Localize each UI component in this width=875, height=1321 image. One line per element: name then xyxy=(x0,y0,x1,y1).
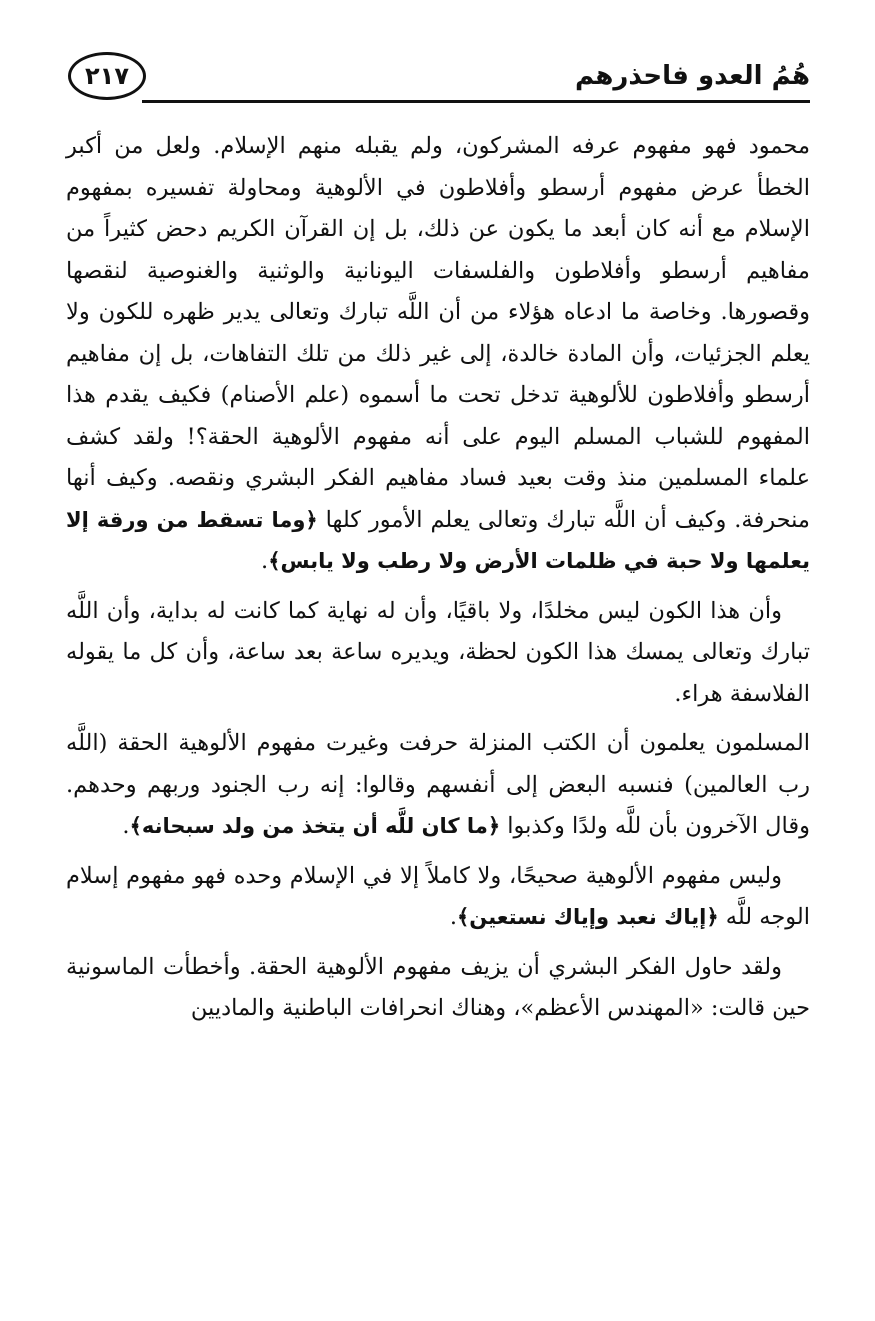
paragraph-text: المسلمون يعلمون أن الكتب المنزلة حرفت وغيرت مفهوم الألوهية الحقة (اللَّه رب العالمين) فنسبه البعض إلى أنفسهم وقالوا: إنه رب الجنود وربهم وحدهم. وقال الآخرون بأن للَّه ولدًا وكذبوا xyxy=(66,730,810,839)
paragraph-text: ولقد حاول الفكر البشري أن يزيف مفهوم الألوهية الحقة. وأخطأت الماسونية حين قالت: «المهندس الأعظم»، وهناك انحرافات الباطنية والماديين xyxy=(66,953,810,1021)
page-header xyxy=(68,52,810,108)
page-number-badge xyxy=(68,52,146,100)
quran-verse: ﴿ما كان للَّه أن يتخذ من ولد سبحانه﴾ xyxy=(129,814,501,838)
paragraph-text: وليس مفهوم الألوهية صحيحًا، ولا كاملاً إلا في الإسلام وحده فهو مفهوم إسلام الوجه للَّه xyxy=(66,862,810,930)
paragraph xyxy=(66,126,810,583)
paragraph xyxy=(66,856,810,939)
page-number: ٢١٧ xyxy=(85,62,129,90)
paragraph-text: . xyxy=(449,904,457,930)
quran-verse: ﴿وما تسقط من ورقة إلا يعلمها ولا حبة في ظلمات الأرض ولا رطب ولا يابس﴾ xyxy=(66,507,810,573)
paragraph-text: وأن هذا الكون ليس مخلدًا، ولا باقيًا، وأن له نهاية كما كانت له بداية، وأن اللَّه تبارك وتعالى يمسك هذا الكون لحظة، ويديره ساعة بعد ساعة، وأن كل ما يقوله الفلاسفة هراء. xyxy=(66,597,810,707)
paragraph xyxy=(66,723,810,848)
paragraph-text: . xyxy=(261,548,269,574)
paragraph xyxy=(66,591,810,716)
body-text xyxy=(66,126,810,1038)
running-title: هُمُ العدو فاحذرهم xyxy=(575,61,810,91)
paragraph-text: محمود فهو مفهوم عرفه المشركون، ولم يقبله منهم الإسلام. ولعل من أكبر الخطأ عرض مفهوم أرسطو وأفلاطون في الألوهية ومحاولة تفسيره بمفهوم الإسلام مع أنه كان أبعد ما يكون عن ذلك، بل إن القرآن الكريم دحض كثيراً من مفاهيم أرسطو وأفلاطون والفلسفات اليونانية والوثنية والغنوصية لنقصها وقصورها. وخاصة ما ادعاه هؤلاء من أن اللَّه تبارك وتعالى يدير ظهره للكون ولا يعلم الجزئيات، وأن المادة خالدة، إلى غير ذلك من تلك التفاهات، بل إن مفاهيم أرسطو وأفلاطون للألوهية تدخل تحت ما أسموه (علم الأصنام) فكيف يقدم هذا المفهوم للشباب المسلم اليوم على أنه مفهوم الألوهية الحقة؟! ولقد كشف علماء المسلمين منذ وقت بعيد فساد مفاهيم الفكر البشري ونقصه. وكيف أنها منحرفة. وكيف أن اللَّه تبارك وتعالى يعلم الأمور كلها xyxy=(66,133,810,533)
paragraph-text: . xyxy=(122,813,130,839)
paragraph xyxy=(66,947,810,1030)
quran-verse: ﴿إياك نعبد وإياك نستعين﴾ xyxy=(457,905,719,929)
header-divider xyxy=(142,100,810,103)
